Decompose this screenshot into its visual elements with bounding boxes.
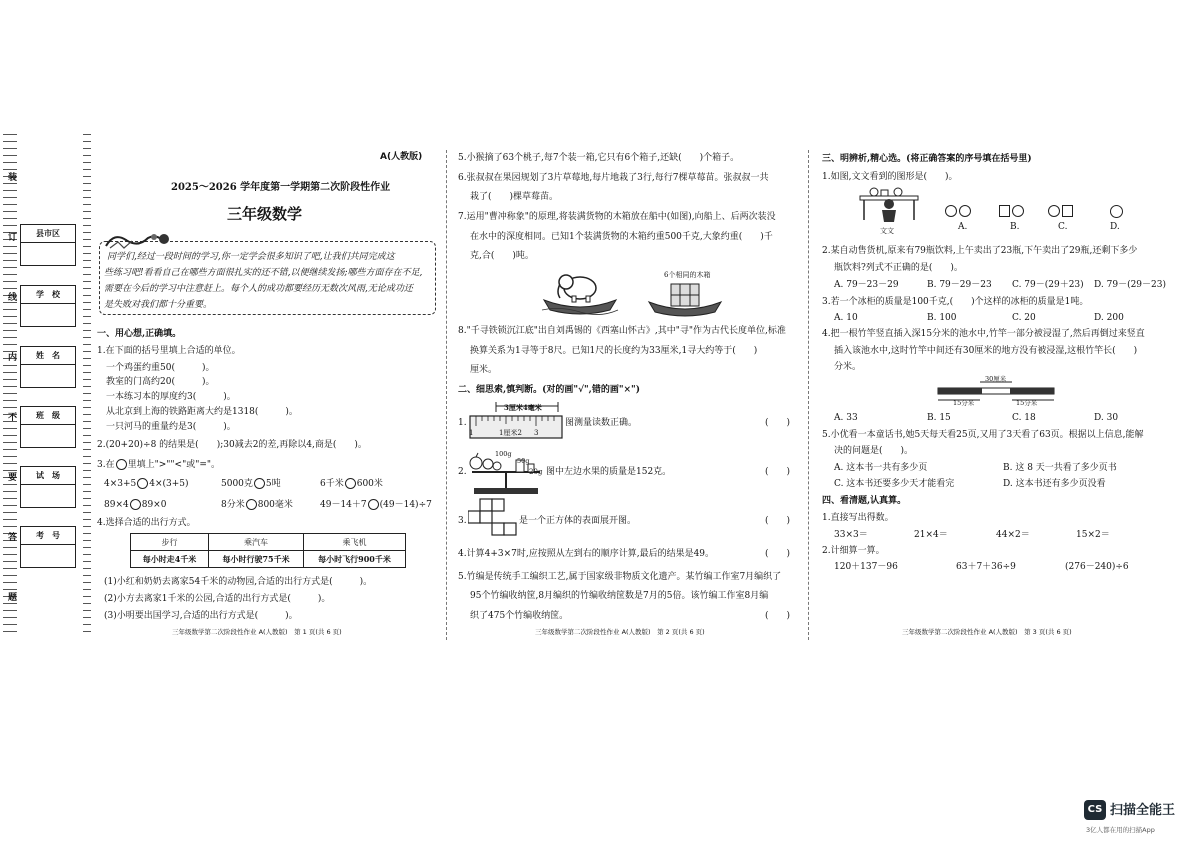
question-text[interactable]: 5.小猴摘了63个桃子,每7个装一箱,它只有6个箱子,还缺( )个箱子。 — [458, 153, 740, 163]
question-blank[interactable]: 一个鸡蛋约重50( )。 — [106, 363, 215, 373]
field-exam-number[interactable]: 考 号 — [20, 526, 76, 568]
binding-strip — [0, 128, 95, 638]
bamboo-label: 15分米 — [1016, 399, 1038, 407]
question-blank[interactable]: (2)小方去离家1千米的公园,合适的出行方式是( )。 — [104, 594, 331, 604]
option-text[interactable]: A. 这本书一共有多少页 — [834, 463, 928, 473]
intro-line: 需要在今后的学习中注意赶上。每个人的成功都要经历无数次风雨,无论成功还 — [104, 284, 413, 294]
compare-item[interactable]: 8分米 800毫米 — [221, 500, 293, 510]
option-text[interactable]: A. 10 — [834, 313, 858, 323]
calc-item[interactable]: 63＋7＋36÷9 — [956, 562, 1016, 572]
question-text: 4.把一根竹竿竖直插入深15分米的池水中,竹竿一部分被浸湿了,然后再倒过来竖直 — [822, 329, 1145, 339]
calc-item[interactable]: (276－240)÷6 — [1065, 562, 1129, 572]
section-heading: 四、看清题,认真算。 — [822, 496, 907, 506]
table-cell: 每小时飞行900千米 — [304, 551, 406, 568]
ruler-tick: 1厘米2 — [499, 429, 522, 437]
answer-paren[interactable]: ( ) — [765, 418, 791, 428]
option-text[interactable]: B. 79－29－23 — [927, 280, 992, 290]
binding-dots-2 — [83, 128, 91, 638]
question-blank[interactable]: (1)小红和奶奶去离家54千米的动物园,合适的出行方式是( )。 — [104, 577, 373, 587]
calc-item[interactable]: 44×2＝ — [996, 530, 1030, 540]
judge-number: 3. — [458, 516, 467, 526]
question-blank[interactable]: 一只河马的重量约是3( )。 — [106, 422, 236, 432]
option-text[interactable]: B. 这 8 天一共看了多少页书 — [1003, 463, 1117, 473]
question-blank[interactable]: 从北京到上海的铁路距离大约是1318( )。 — [106, 407, 298, 417]
binding-char: 答 — [8, 533, 18, 543]
page-footer: 三年级数学第二次阶段性作业 A(人教版) 第 3 页(共 6 页) — [902, 628, 1072, 636]
binding-char: 线 — [8, 293, 18, 303]
question-text: 分米。 — [834, 362, 862, 372]
binding-char: 要 — [8, 473, 18, 483]
judge-text: 95个竹编收纳筐,8月编织的竹编收纳筐数是7月的5倍。该竹编工作室8月编 — [470, 591, 769, 601]
section-heading: 一、用心想,正确填。 — [97, 329, 182, 339]
question-text: 厘米。 — [470, 365, 498, 375]
binding-char: 题 — [8, 593, 18, 603]
option-label: B. — [1010, 222, 1020, 232]
question-text: 8."千寻铁锁沉江底"出自刘禹锡的《西塞山怀古》,其中"寻"作为古代长度单位,标准 — [458, 326, 786, 336]
page-divider — [808, 150, 809, 640]
section-heading: 三、明辨析,精心选。(将正确答案的序号填在括号里) — [822, 154, 1032, 164]
ruler-tick: 1 — [469, 429, 474, 437]
question-blank[interactable]: 教室的门高约20( )。 — [106, 377, 215, 387]
exam-title: 2025～2026 学年度第一学期第二次阶段性作业 — [171, 182, 391, 193]
question-text: 6.张叔叔在果园规划了3片草莓地,每片地栽了3行,每行7棵草莓苗。张叔叔一共 — [458, 173, 769, 183]
question-text[interactable]: 换算关系为1寻等于8尺。已知1尺的长度约为33厘米,1寻大约等于( ) — [470, 346, 758, 356]
scanner-title: 扫描全能王 — [1110, 803, 1176, 818]
option-text[interactable]: C. 79－(29＋23) — [1012, 280, 1084, 290]
page-divider — [446, 150, 447, 640]
table-header: 乘飞机 — [304, 534, 406, 551]
compare-item[interactable]: 49－14＋7 (49－14)÷7 — [320, 500, 432, 510]
cube-net-image — [468, 497, 520, 539]
table-header: 乘汽车 — [209, 534, 304, 551]
judge-text: 织了475个竹编收纳筐。 — [470, 611, 569, 621]
question-text: 1.在下面的括号里填上合适的单位。 — [97, 346, 241, 356]
compare-item[interactable]: 4×3+5 4×(3+5) — [104, 479, 189, 489]
question-blank[interactable]: (3)小明要出国学习,合适的出行方式是( )。 — [104, 611, 298, 621]
field-name[interactable]: 姓 名 — [20, 346, 76, 388]
image-caption: 6个相同的木箱 — [664, 271, 711, 279]
calc-item[interactable]: 120＋137－96 — [834, 562, 898, 572]
option-text[interactable]: A. 33 — [834, 413, 858, 423]
question-text: 2.计细算一算。 — [822, 546, 885, 556]
intro-line: 是失败对我们都十分重要。 — [104, 300, 213, 310]
image-caption: 文文 — [880, 227, 894, 235]
scanner-logo-icon: CS — [1084, 800, 1106, 820]
option-text[interactable]: B. 15 — [927, 413, 951, 423]
page-footer: 三年级数学第二次阶段性作业 A(人教版) 第 2 页(共 6 页) — [535, 628, 705, 636]
option-label: C. — [1058, 222, 1068, 232]
bamboo-label: 15分米 — [953, 399, 975, 407]
option-text[interactable]: D. 这本书还有多少页没看 — [1003, 479, 1106, 489]
judge-text: 图测量读数正确。 — [565, 418, 638, 428]
ruler-tick: 3 — [534, 429, 539, 437]
option-text[interactable]: D. 200 — [1094, 313, 1124, 323]
binding-char: 订 — [8, 233, 18, 243]
weight-label: 20g — [529, 468, 543, 476]
question-text[interactable]: 在水中的深度相同。已知1个装满货物的木箱约重500千克,大象约重( )千 — [470, 232, 773, 242]
binding-char: 不 — [8, 413, 18, 423]
bamboo-label: 30厘米 — [985, 375, 1007, 383]
answer-paren[interactable]: ( ) — [765, 467, 791, 477]
ruler-label: 3厘米4毫米 — [504, 403, 542, 412]
question-text[interactable]: 决的问题是( )。 — [834, 446, 914, 456]
binding-dots — [3, 128, 17, 638]
elephant-boat-image — [540, 268, 620, 318]
question-blank[interactable]: 一本练习本的厚度约3( )。 — [106, 392, 236, 402]
weight-label: 50g — [517, 457, 530, 465]
compare-circle-icon — [116, 459, 127, 470]
option-text[interactable]: B. 100 — [927, 313, 957, 323]
option-figure[interactable] — [944, 205, 972, 218]
question-text[interactable]: 瓶饮料?列式不正确的是( )。 — [834, 263, 963, 273]
calc-item[interactable]: 15×2＝ — [1076, 530, 1110, 540]
judge-text: 是一个正方体的表面展开图。 — [519, 516, 637, 526]
question-text: 2.某自动售货机,原来有79瓶饮料,上午卖出了23瓶,下午卖出了29瓶,还剩下多少 — [822, 246, 1138, 256]
option-text[interactable]: C. 这本书还要多少天才能看完 — [834, 479, 955, 489]
binding-char: 内 — [8, 353, 18, 363]
edition-label: A(人教版) — [380, 152, 423, 162]
option-text[interactable]: C. 18 — [1012, 413, 1036, 423]
binding-char: 装 — [8, 173, 18, 183]
option-text[interactable]: D. 30 — [1094, 413, 1119, 423]
question-text: 4.选择合适的出行方式。 — [97, 518, 196, 528]
judge-text: 图中左边水果的质量是152克。 — [546, 467, 672, 477]
option-figure[interactable] — [998, 205, 1025, 218]
question-text: 7.运用"曹冲称象"的原理,将装满货物的木箱放在船中(如图),向船上、后两次装没 — [458, 212, 776, 222]
compare-item[interactable]: 6千米 600米 — [320, 479, 383, 489]
field-class[interactable]: 班 级 — [20, 406, 76, 448]
compare-item[interactable]: 89×4 89×0 — [104, 500, 167, 510]
weight-label: 100g — [495, 450, 512, 458]
question-text[interactable]: 1.如图,文文看到的图形是( )。 — [822, 172, 958, 182]
judge-number: 1. — [458, 418, 467, 428]
option-label: D. — [1110, 222, 1120, 232]
option-text[interactable]: C. 20 — [1012, 313, 1036, 323]
judge-text: 5.竹编是传统手工编织工艺,属于国家级非物质文化遗产。某竹编工作室7月编织了 — [458, 572, 782, 582]
question-text: 5.小优看一本童话书,她5天每天看25页,又用了3天看了63页。根据以上信息,能解 — [822, 430, 1144, 440]
subject-title: 三年级数学 — [227, 205, 303, 223]
question-text[interactable]: 插入该池水中,这时竹竿中间还有30厘米的地方没有被浸湿,这根竹竿长( ) — [834, 346, 1138, 356]
boxes-boat-image — [645, 280, 725, 320]
intro-line: 些练习吧!看看自己在哪些方面很扎实的还不错,以便继续发扬;哪些方面存在不足, — [104, 268, 423, 278]
section-heading: 二、细思索,慎判断。(对的画"√",错的画"×") — [458, 385, 640, 395]
travel-table — [130, 533, 406, 568]
answer-paren[interactable]: ( ) — [765, 611, 791, 621]
scanner-subtitle: 3亿人都在用的扫描App — [1086, 826, 1155, 834]
option-text[interactable]: A. 79－23－29 — [834, 280, 899, 290]
scanner-watermark — [1084, 800, 1194, 840]
option-figure[interactable] — [1047, 205, 1074, 218]
option-figure[interactable] — [1109, 205, 1124, 218]
calc-item[interactable]: 33×3＝ — [834, 530, 868, 540]
intro-line: 同学们,经过一段时间的学习,你一定学会很多知识了吧,让我们共同完成这 — [107, 252, 395, 262]
calc-item[interactable]: 21×4＝ — [914, 530, 948, 540]
question-text[interactable]: 2.(20+20)÷8 的结果是( );30减去2的差,再除以4,商是( )。 — [97, 440, 367, 450]
question-text: 3.在 里填上">""<"或"="。 — [97, 460, 221, 470]
field-exam-room[interactable]: 试 场 — [20, 466, 76, 508]
option-label: A. — [958, 222, 968, 232]
question-text[interactable]: 3.若一个冰柜的质量是100千克,( )个这样的冰柜的质量是1吨。 — [822, 297, 1089, 307]
answer-paren[interactable]: ( ) — [765, 549, 791, 559]
question-text: 1.直接写出得数。 — [822, 513, 894, 523]
dragon-decoration-icon — [104, 228, 172, 252]
table-header: 步行 — [131, 534, 209, 551]
table-cell: 每小时行驶75千米 — [209, 551, 304, 568]
compare-item[interactable]: 5000克 5吨 — [221, 479, 281, 489]
table-person-image — [858, 186, 920, 228]
judge-number: 2. — [458, 467, 467, 477]
field-county[interactable]: 县市区 — [20, 224, 76, 266]
judge-text: 4.计算4+3×7时,应按照从左到右的顺序计算,最后的结果是49。 — [458, 549, 715, 559]
table-cell: 每小时走4千米 — [131, 551, 209, 568]
answer-paren[interactable]: ( ) — [765, 516, 791, 526]
question-text[interactable]: 克,合( )吨。 — [470, 251, 534, 261]
option-text[interactable]: D. 79－(29－23) — [1094, 280, 1166, 290]
page-footer: 三年级数学第二次阶段性作业 A(人教版) 第 1 页(共 6 页) — [172, 628, 342, 636]
field-school[interactable]: 学 校 — [20, 285, 76, 327]
question-text[interactable]: 栽了( )棵草莓苗。 — [470, 192, 559, 202]
